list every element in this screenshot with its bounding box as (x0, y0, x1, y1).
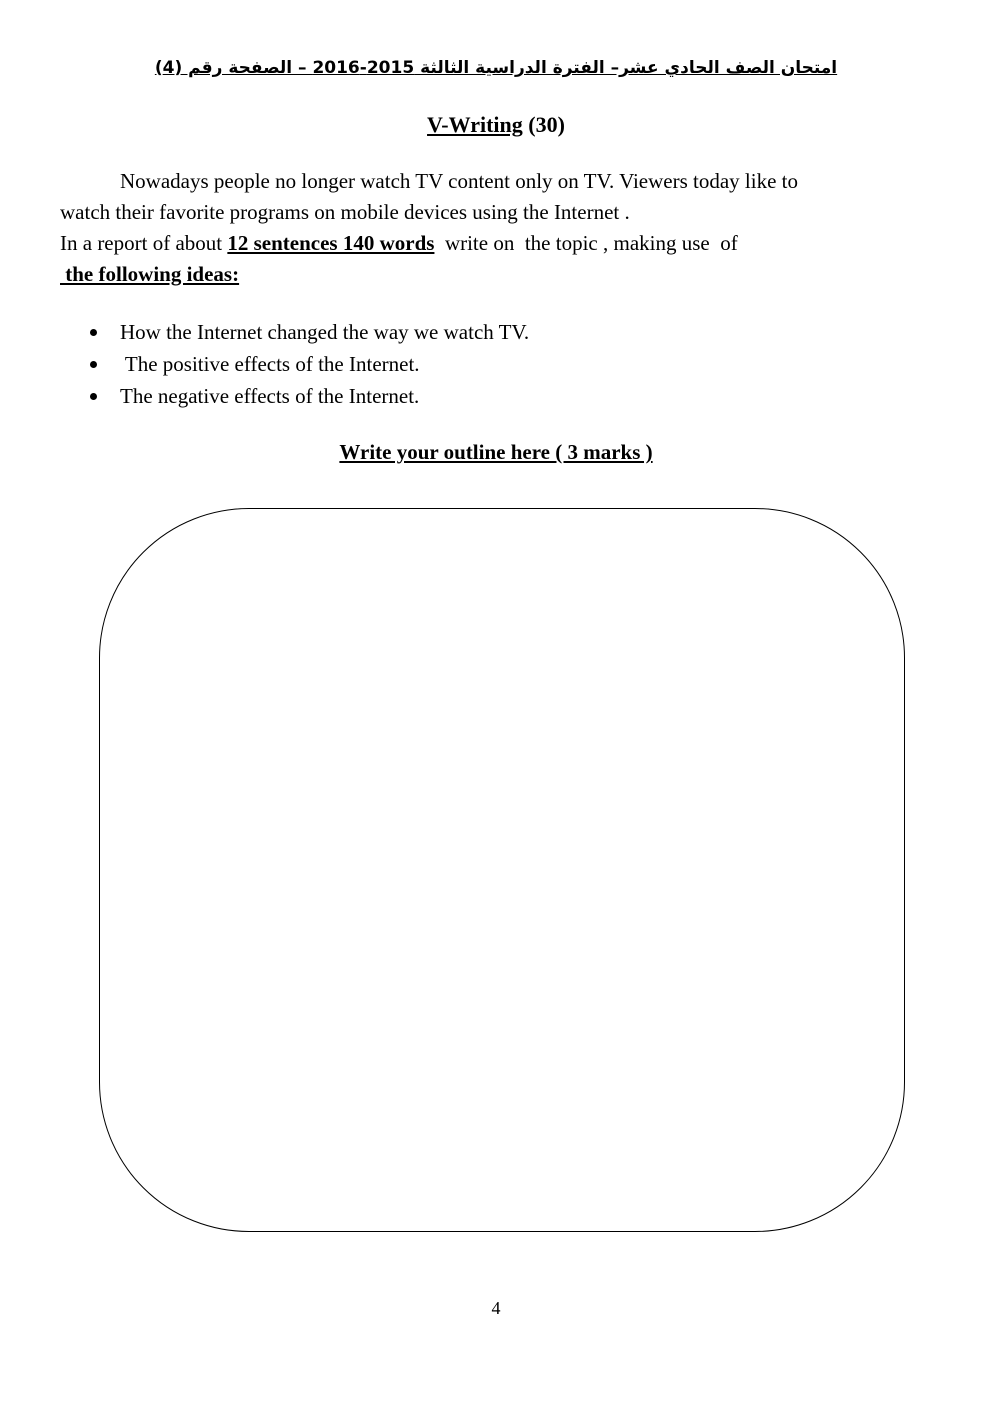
bullet-icon (90, 361, 97, 368)
intro-line-1: Nowadays people no longer watch TV content only on TV. Viewers today like to (120, 169, 799, 193)
list-item (60, 380, 529, 412)
instruction-length: 12 sentences 140 words (227, 231, 435, 255)
instruction-line (60, 228, 940, 259)
section-title-text: V-Writing (427, 112, 523, 137)
list-item (60, 316, 529, 348)
outline-answer-box[interactable] (99, 508, 905, 1232)
bullet-icon (90, 393, 97, 400)
exam-header-text: امتحان الصف الحادي عشر– الفترة الدراسية الثالثة 2015-2016 – الصفحة رقم (4) (154, 58, 838, 78)
page-number: 4 (491, 1298, 501, 1318)
outline-title: Write your outline here ( 3 marks ) (339, 440, 653, 464)
instruction-paragraph (60, 228, 940, 290)
instruction-end: write on the topic , making use of (434, 231, 738, 255)
idea-text: The positive effects of the Internet. (120, 352, 420, 376)
instruction-start: In a report of about (60, 231, 228, 255)
ideas-list (60, 316, 529, 412)
list-item (60, 348, 529, 380)
ideas-label: the following ideas: (60, 262, 240, 286)
idea-text: How the Internet changed the way we watch TV. (120, 320, 530, 344)
section-title (0, 112, 992, 138)
exam-header (0, 58, 992, 78)
section-marks: (30) (528, 112, 565, 137)
intro-paragraph (60, 166, 940, 228)
intro-line-2: watch their favorite programs on mobile devices using the Internet . (60, 200, 630, 224)
idea-text: The negative effects of the Internet. (120, 384, 420, 408)
bullet-icon (90, 329, 97, 336)
